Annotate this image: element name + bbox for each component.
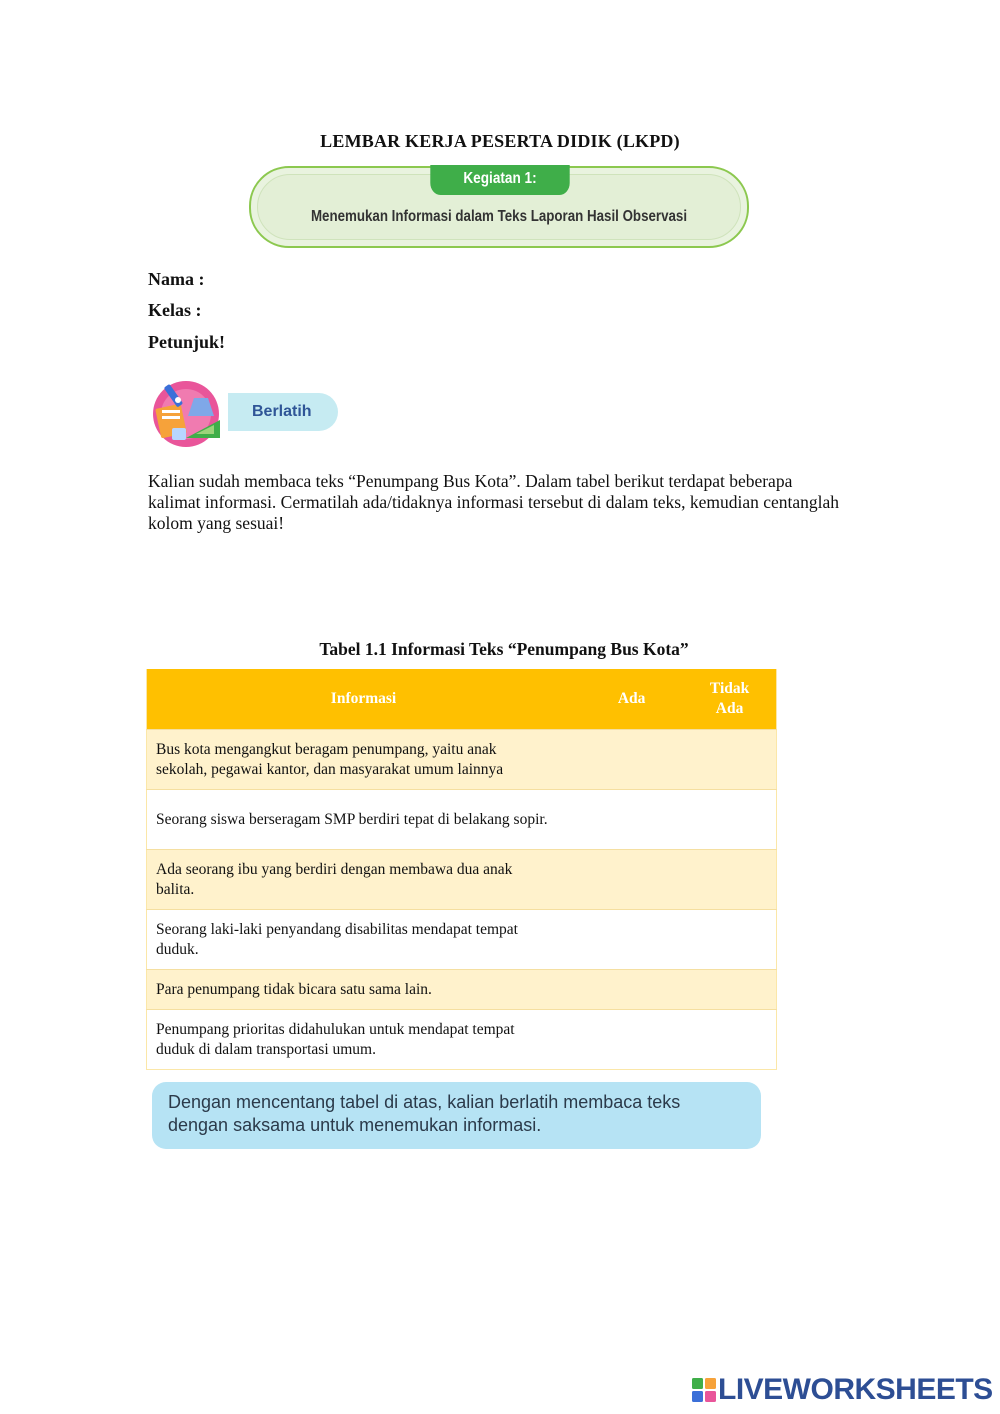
liveworksheets-wordmark: LIVEWORKSHEETS xyxy=(718,1373,993,1406)
liveworksheets-mark-icon xyxy=(692,1378,716,1402)
tidak-ada-check-cell[interactable] xyxy=(683,970,776,1010)
tidak-ada-check-cell[interactable] xyxy=(683,910,776,970)
kelas-label: Kelas : xyxy=(148,300,202,320)
table-row xyxy=(147,970,777,1010)
activity-banner xyxy=(249,166,749,248)
info-cell xyxy=(147,970,581,1010)
information-table xyxy=(146,669,777,1070)
tidak-ada-check-cell[interactable] xyxy=(683,1010,776,1070)
info-cell xyxy=(147,910,581,970)
tidak-ada-check-cell[interactable] xyxy=(683,730,776,790)
header-informasi: Informasi xyxy=(147,669,581,730)
table-row xyxy=(147,790,777,850)
info-text: Penumpang prioritas didahulukan untuk mendapat tempat duduk di dalam transportasi umum. xyxy=(156,1020,515,1058)
info-text: Para penumpang tidak bicara satu sama lain. xyxy=(156,980,432,998)
ada-check-cell[interactable] xyxy=(580,1010,683,1070)
activity-tab-label: Kegiatan 1: xyxy=(430,165,569,195)
info-cell xyxy=(147,850,581,910)
learning-tools-icon xyxy=(148,376,230,448)
tidak-ada-check-cell[interactable] xyxy=(683,850,776,910)
ada-check-cell[interactable] xyxy=(580,910,683,970)
ada-check-cell[interactable] xyxy=(580,790,683,850)
header-tidak-ada-label: Tidak Ada xyxy=(709,680,750,717)
activity-subtitle: Menemukan Informasi dalam Teks Laporan Hasil Observasi xyxy=(310,208,688,225)
info-text: Bus kota mengangkut beragam penumpang, yaitu anak sekolah, pegawai kantor, dan masyarakat umum lainnya xyxy=(156,740,504,778)
note-box: Dengan mencentang tabel di atas, kalian berlatih membaca teks dengan saksama untuk menemukan informasi. xyxy=(152,1082,761,1149)
instruction-paragraph: Kalian sudah membaca teks “Penumpang Bus Kota”. Dalam tabel berikut terdapat beberapa kalimat informasi. Cermatilah ada/tidaknya informasi tersebut di dalam teks, kemudian centanglah kolom yang sesuai! xyxy=(148,471,840,533)
tidak-ada-check-cell[interactable] xyxy=(683,790,776,850)
table-row xyxy=(147,910,777,970)
info-text: Seorang laki-laki penyandang disabilitas mendapat tempat duduk. xyxy=(156,920,518,958)
info-text: Ada seorang ibu yang berdiri dengan membawa dua anak balita. xyxy=(156,860,513,898)
info-text: Seorang siswa berseragam SMP berdiri tepat di belakang sopir. xyxy=(156,810,548,828)
petunjuk-label: Petunjuk! xyxy=(148,332,226,352)
ada-check-cell[interactable] xyxy=(580,730,683,790)
table-row xyxy=(147,1010,777,1070)
ada-check-cell[interactable] xyxy=(580,850,683,910)
info-cell xyxy=(147,730,581,790)
liveworksheets-logo[interactable] xyxy=(692,1372,992,1408)
berlatih-badge xyxy=(148,376,348,448)
header-tidak-ada xyxy=(683,669,776,730)
berlatih-label: Berlatih xyxy=(228,393,338,431)
table-row xyxy=(147,730,777,790)
info-cell xyxy=(147,1010,581,1070)
ada-check-cell[interactable] xyxy=(580,970,683,1010)
table-caption: Tabel 1.1 Informasi Teks “Penumpang Bus Kota” xyxy=(319,639,689,659)
nama-label: Nama : xyxy=(148,269,205,289)
header-ada: Ada xyxy=(580,669,683,730)
table-header-row xyxy=(147,669,777,730)
info-cell xyxy=(147,790,581,850)
table-row xyxy=(147,850,777,910)
document-title: LEMBAR KERJA PESERTA DIDIK (LKPD) xyxy=(320,131,680,151)
